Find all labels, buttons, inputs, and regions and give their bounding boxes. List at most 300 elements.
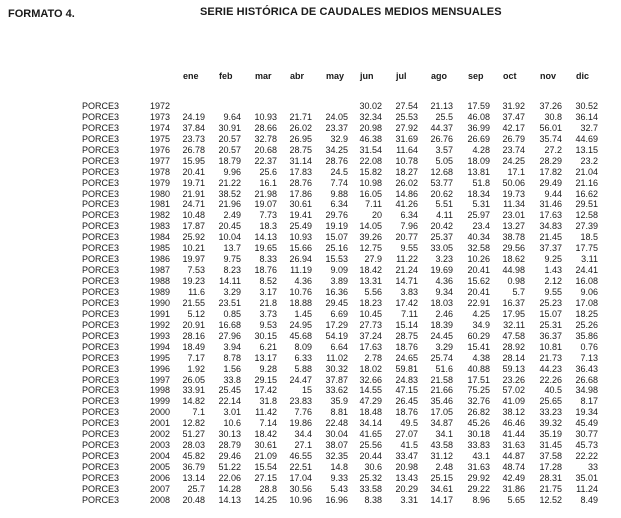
value-cell-sep: 43.1 — [472, 451, 490, 462]
value-cell-mar: 18.76 — [254, 265, 277, 276]
value-cell-oct: 16.37 — [502, 297, 525, 308]
value-cell-nov: 1.43 — [544, 265, 562, 276]
value-cell-jun: 17.63 — [359, 341, 382, 352]
table-row — [0, 210, 621, 221]
year-cell: 1996 — [150, 363, 171, 374]
value-cell-abr: 26.94 — [289, 254, 312, 265]
value-cell-feb: 29.46 — [218, 451, 241, 462]
value-cell-mar: 22.37 — [254, 155, 277, 166]
value-cell-sep: 17.51 — [467, 374, 490, 385]
value-cell-nov: 25.31 — [539, 319, 562, 330]
value-cell-jul: 47.15 — [395, 385, 418, 396]
value-cell-dic: 11.24 — [576, 483, 598, 494]
value-cell-jul: 7.96 — [400, 221, 418, 232]
value-cell-abr: 46.55 — [289, 451, 312, 462]
value-cell-mar: 8.33 — [259, 254, 277, 265]
value-cell-dic: 23.2 — [580, 155, 598, 166]
value-cell-mar: 10.93 — [254, 111, 277, 122]
value-cell-ene: 23.73 — [182, 133, 205, 144]
station-cell: PORCE3 — [82, 276, 120, 287]
value-cell-dic: 7.13 — [580, 352, 598, 363]
station-cell: PORCE3 — [82, 188, 120, 199]
value-cell-sep: 34.9 — [472, 319, 490, 330]
value-cell-oct: 5.7 — [512, 286, 525, 297]
station-cell: PORCE3 — [82, 308, 120, 319]
year-cell: 1981 — [150, 199, 171, 210]
value-cell-sep: 32.58 — [467, 243, 490, 254]
value-cell-ago: 5.05 — [435, 155, 453, 166]
value-cell-oct: 59.13 — [502, 363, 525, 374]
station-cell: PORCE3 — [82, 418, 120, 429]
value-cell-ene: 14.82 — [182, 396, 205, 407]
value-cell-ago: 3.23 — [435, 254, 453, 265]
value-cell-mar: 32.78 — [254, 133, 277, 144]
value-cell-nov: 27.2 — [544, 144, 562, 155]
value-cell-may: 24.05 — [325, 111, 348, 122]
value-cell-nov: 56.01 — [539, 122, 562, 133]
table-row — [0, 167, 621, 178]
table-row — [0, 123, 621, 134]
value-cell-oct: 24.25 — [502, 155, 525, 166]
value-cell-dic: 45.73 — [575, 440, 598, 451]
value-cell-ago: 20.42 — [430, 221, 453, 232]
value-cell-jun: 18.48 — [359, 407, 382, 418]
month-header-jul: jul — [396, 71, 407, 81]
value-cell-abr: 11.19 — [290, 265, 312, 276]
value-cell-abr: 10.96 — [289, 494, 312, 505]
value-cell-feb: 33.8 — [223, 374, 241, 385]
value-cell-ago: 21.58 — [430, 374, 453, 385]
value-cell-mar: 28.66 — [254, 122, 277, 133]
value-cell-jul: 13.43 — [395, 472, 418, 483]
value-cell-ago: 34.87 — [430, 418, 453, 429]
year-cell: 1982 — [150, 210, 171, 221]
value-cell-mar: 21.8 — [259, 297, 277, 308]
value-cell-ene: 7.53 — [187, 265, 205, 276]
value-cell-jun: 14.05 — [359, 221, 382, 232]
value-cell-ago: 44.37 — [430, 122, 453, 133]
value-cell-dic: 35.01 — [575, 472, 598, 483]
value-cell-ene: 20.91 — [182, 319, 205, 330]
station-cell: PORCE3 — [82, 144, 120, 155]
station-cell: PORCE3 — [82, 265, 120, 276]
value-cell-dic: 18.25 — [575, 308, 598, 319]
year-cell: 1977 — [150, 155, 171, 166]
value-cell-feb: 21.22 — [218, 177, 241, 188]
value-cell-sep: 20.41 — [467, 265, 490, 276]
value-cell-mar: 18.3 — [259, 221, 277, 232]
value-cell-feb: 10.04 — [218, 232, 241, 243]
value-cell-abr: 34.4 — [294, 429, 312, 440]
value-cell-nov: 37.58 — [539, 451, 562, 462]
value-cell-abr: 22.51 — [289, 462, 312, 473]
value-cell-mar: 19.07 — [254, 199, 277, 210]
value-cell-nov: 44.23 — [539, 363, 562, 374]
value-cell-nov: 2.12 — [544, 276, 562, 287]
value-cell-jun: 30.6 — [364, 462, 382, 473]
value-cell-may: 30.04 — [325, 429, 348, 440]
year-cell: 1988 — [150, 276, 171, 287]
year-cell: 1978 — [150, 166, 171, 177]
value-cell-nov: 30.8 — [544, 111, 562, 122]
value-cell-abr: 5.88 — [294, 363, 312, 374]
value-cell-jul: 49.5 — [400, 418, 418, 429]
value-cell-sep: 51.8 — [472, 177, 490, 188]
value-cell-dic: 36.43 — [575, 363, 598, 374]
year-cell: 1983 — [150, 221, 171, 232]
value-cell-dic: 17.08 — [575, 297, 598, 308]
value-cell-sep: 20.41 — [467, 286, 490, 297]
value-cell-may: 6.64 — [330, 341, 348, 352]
value-cell-may: 6.34 — [330, 199, 348, 210]
value-cell-dic: 36.14 — [575, 111, 598, 122]
value-cell-mar: 21.09 — [254, 451, 277, 462]
value-cell-jun: 46.38 — [359, 133, 382, 144]
value-cell-ene: 7.1 — [192, 407, 205, 418]
value-cell-oct: 44.87 — [502, 451, 525, 462]
value-cell-dic: 17.75 — [575, 243, 598, 254]
value-cell-sep: 45.26 — [467, 418, 490, 429]
value-cell-ene: 12.82 — [182, 418, 205, 429]
value-cell-dic: 19.34 — [575, 407, 598, 418]
value-cell-abr: 30.56 — [289, 483, 312, 494]
station-cell: PORCE3 — [82, 232, 120, 243]
value-cell-mar: 7.14 — [259, 418, 277, 429]
table-row — [0, 287, 621, 298]
value-cell-mar: 9.53 — [259, 319, 277, 330]
value-cell-abr: 10.93 — [289, 232, 312, 243]
month-header-may: may — [326, 71, 345, 81]
value-cell-jun: 10.45 — [359, 308, 382, 319]
value-cell-may: 5.43 — [330, 483, 348, 494]
value-cell-nov: 17.28 — [539, 462, 562, 473]
value-cell-sep: 25.97 — [467, 210, 490, 221]
station-cell: PORCE3 — [82, 374, 120, 385]
value-cell-mar: 19.65 — [254, 243, 277, 254]
value-cell-abr: 26.95 — [289, 133, 312, 144]
value-cell-feb: 30.13 — [218, 429, 241, 440]
value-cell-may: 29.45 — [325, 297, 348, 308]
value-cell-dic: 34.98 — [575, 385, 598, 396]
year-cell: 2000 — [150, 407, 171, 418]
station-cell: PORCE3 — [82, 407, 120, 418]
station-cell: PORCE3 — [82, 221, 120, 232]
value-cell-jun: 27.73 — [359, 319, 382, 330]
value-cell-jul: 15.14 — [395, 319, 418, 330]
value-cell-nov: 17.63 — [539, 210, 562, 221]
value-cell-nov: 28.31 — [539, 472, 562, 483]
value-cell-jun: 8.38 — [364, 494, 382, 505]
value-cell-oct: 26.79 — [502, 133, 525, 144]
value-cell-may: 15.53 — [325, 254, 348, 265]
value-cell-sep: 33.83 — [467, 440, 490, 451]
table-row — [0, 254, 621, 265]
value-cell-ene: 26.78 — [182, 144, 205, 155]
value-cell-mar: 30.61 — [254, 440, 277, 451]
value-cell-sep: 40.34 — [467, 232, 490, 243]
value-cell-abr: 4.36 — [294, 276, 312, 287]
value-cell-jun: 31.54 — [359, 144, 382, 155]
value-cell-mar: 31.8 — [259, 396, 277, 407]
table-row — [0, 232, 621, 243]
value-cell-jul: 3.83 — [400, 286, 418, 297]
value-cell-sep: 26.69 — [467, 133, 490, 144]
value-cell-ene: 26.05 — [182, 374, 205, 385]
value-cell-jun: 18.42 — [359, 265, 382, 276]
value-cell-feb: 16.68 — [218, 319, 241, 330]
station-cell: PORCE3 — [82, 122, 120, 133]
value-cell-ago: 21.13 — [430, 101, 453, 111]
value-cell-feb: 3.01 — [223, 407, 241, 418]
value-cell-ago: 35.46 — [430, 396, 453, 407]
table-row — [0, 418, 621, 429]
value-cell-feb: 22.06 — [218, 472, 241, 483]
value-cell-jul: 27.54 — [395, 101, 418, 111]
value-cell-ene: 15.95 — [182, 155, 205, 166]
year-cell: 1974 — [150, 122, 171, 133]
value-cell-sep: 75.25 — [467, 385, 490, 396]
value-cell-ene: 25.7 — [187, 483, 205, 494]
month-header-dic: dic — [576, 71, 590, 81]
value-cell-feb: 18.79 — [218, 155, 241, 166]
value-cell-abr: 26.02 — [289, 122, 312, 133]
value-cell-ago: 25.37 — [430, 232, 453, 243]
station-cell: PORCE3 — [82, 297, 120, 308]
value-cell-abr: 15.66 — [289, 243, 312, 254]
table-row — [0, 429, 621, 440]
value-cell-abr: 31.14 — [289, 155, 312, 166]
value-cell-sep: 18.09 — [467, 155, 490, 166]
table-row — [0, 375, 621, 386]
value-cell-mar: 25.6 — [259, 166, 277, 177]
value-cell-ene: 21.55 — [182, 297, 205, 308]
value-cell-ago: 2.48 — [435, 462, 453, 473]
year-cell: 1993 — [150, 330, 171, 341]
table-row — [0, 484, 621, 495]
year-cell: 1998 — [150, 385, 171, 396]
station-cell: PORCE3 — [82, 341, 120, 352]
value-cell-jun: 14.55 — [359, 385, 382, 396]
value-cell-dic: 8.17 — [580, 396, 598, 407]
value-cell-feb: 9.75 — [223, 254, 241, 265]
value-cell-nov: 21.45 — [539, 232, 562, 243]
value-cell-jul: 28.75 — [395, 330, 418, 341]
value-cell-dic: 27.39 — [575, 221, 598, 232]
value-cell-nov: 15.07 — [539, 308, 562, 319]
year-cell: 2007 — [150, 483, 171, 494]
value-cell-oct: 13.27 — [502, 221, 525, 232]
value-cell-mar: 20.68 — [254, 144, 277, 155]
year-cell: 2008 — [150, 494, 171, 505]
value-cell-ene: 33.91 — [182, 385, 205, 396]
value-cell-abr: 6.33 — [294, 352, 312, 363]
table-row — [0, 385, 621, 396]
value-cell-abr: 17.86 — [289, 188, 312, 199]
value-cell-jun: 20.98 — [359, 122, 382, 133]
value-cell-jun: 34.14 — [359, 418, 382, 429]
value-cell-mar: 30.15 — [254, 330, 277, 341]
value-cell-feb: 3.29 — [223, 286, 241, 297]
value-cell-nov: 25.65 — [539, 396, 562, 407]
value-cell-nov: 22.26 — [539, 374, 562, 385]
value-cell-sep: 29.22 — [467, 483, 490, 494]
value-cell-abr: 8.09 — [294, 341, 312, 352]
year-cell: 1991 — [150, 308, 171, 319]
value-cell-abr: 24.47 — [289, 374, 312, 385]
value-cell-sep: 36.99 — [467, 122, 490, 133]
value-cell-jun: 25.56 — [359, 440, 382, 451]
value-cell-sep: 17.59 — [467, 101, 490, 111]
value-cell-oct: 5.65 — [507, 494, 525, 505]
value-cell-oct: 17.1 — [507, 166, 525, 177]
year-cell: 1990 — [150, 297, 171, 308]
value-cell-nov: 9.55 — [544, 286, 562, 297]
value-cell-mar: 13.17 — [254, 352, 277, 363]
value-cell-may: 6.69 — [330, 308, 348, 319]
value-cell-sep: 60.29 — [467, 330, 490, 341]
value-cell-ago: 9.34 — [435, 286, 453, 297]
value-cell-feb: 20.45 — [218, 221, 241, 232]
value-cell-may: 17.29 — [325, 319, 348, 330]
value-cell-ago: 53.77 — [430, 177, 453, 188]
table-row — [0, 353, 621, 364]
value-cell-ago: 43.58 — [430, 440, 453, 451]
value-cell-mar: 3.73 — [259, 308, 277, 319]
value-cell-jul: 20.29 — [395, 483, 418, 494]
value-cell-jun: 39.26 — [359, 232, 382, 243]
value-cell-jul: 18.76 — [395, 341, 418, 352]
value-cell-oct: 17.95 — [502, 308, 525, 319]
value-cell-abr: 17.83 — [289, 166, 312, 177]
station-cell: PORCE3 — [82, 330, 120, 341]
value-cell-ago: 19.69 — [430, 265, 453, 276]
value-cell-oct: 37.47 — [502, 111, 525, 122]
table-row — [0, 364, 621, 375]
station-cell: PORCE3 — [82, 451, 120, 462]
value-cell-dic: 33 — [587, 462, 598, 473]
value-cell-mar: 28.8 — [259, 483, 277, 494]
value-cell-may: 9.09 — [330, 265, 348, 276]
station-cell: PORCE3 — [82, 494, 120, 505]
value-cell-feb: 27.96 — [218, 330, 241, 341]
value-cell-sep: 4.38 — [472, 352, 490, 363]
value-cell-ene: 51.27 — [182, 429, 205, 440]
value-cell-feb: 1.56 — [223, 363, 241, 374]
value-cell-feb: 38.52 — [218, 188, 241, 199]
station-cell: PORCE3 — [82, 243, 120, 254]
value-cell-oct: 29.56 — [502, 243, 525, 254]
month-header-feb: feb — [219, 71, 233, 81]
value-cell-mar: 9.28 — [259, 363, 277, 374]
table-row — [0, 451, 621, 462]
value-cell-nov: 35.19 — [539, 429, 562, 440]
station-cell: PORCE3 — [82, 133, 120, 144]
table-row — [0, 495, 621, 506]
value-cell-ago: 2.46 — [435, 308, 453, 319]
value-cell-oct: 46.46 — [502, 418, 525, 429]
value-cell-feb: 13.7 — [223, 243, 241, 254]
value-cell-dic: 44.69 — [575, 133, 598, 144]
value-cell-dic: 16.08 — [575, 276, 598, 287]
value-cell-abr: 23.83 — [289, 396, 312, 407]
value-cell-jun: 30.02 — [359, 101, 382, 111]
value-cell-ene: 7.17 — [187, 352, 205, 363]
value-cell-may: 16.96 — [325, 494, 348, 505]
value-cell-oct: 38.12 — [502, 407, 525, 418]
value-cell-oct: 23.74 — [502, 144, 525, 155]
value-cell-nov: 12.52 — [539, 494, 562, 505]
value-cell-sep: 22.91 — [467, 297, 490, 308]
value-cell-oct: 31.63 — [502, 440, 525, 451]
value-cell-jul: 21.24 — [395, 265, 418, 276]
value-cell-jun: 7.11 — [365, 199, 382, 210]
station-cell: PORCE3 — [82, 396, 120, 407]
value-cell-jun: 16.05 — [359, 188, 382, 199]
value-cell-oct: 31.86 — [502, 483, 525, 494]
value-cell-oct: 31.92 — [502, 101, 525, 111]
station-cell: PORCE3 — [82, 462, 120, 473]
value-cell-jun: 37.24 — [359, 330, 382, 341]
value-cell-abr: 17.04 — [289, 472, 312, 483]
value-cell-jun: 27.9 — [364, 254, 382, 265]
value-cell-oct: 44.98 — [502, 265, 525, 276]
value-cell-may: 7.74 — [330, 177, 348, 188]
value-cell-oct: 38.78 — [502, 232, 525, 243]
table-row — [0, 221, 621, 232]
value-cell-ago: 26.76 — [430, 133, 453, 144]
table-row — [0, 298, 621, 309]
value-cell-ago: 18.03 — [430, 297, 453, 308]
value-cell-ene: 28.16 — [182, 330, 205, 341]
value-cell-feb: 3.94 — [223, 341, 241, 352]
value-cell-sep: 26.82 — [467, 407, 490, 418]
value-cell-abr: 15 — [301, 385, 312, 396]
value-cell-jun: 2.78 — [364, 352, 382, 363]
station-cell: PORCE3 — [82, 199, 120, 210]
value-cell-ago: 25.74 — [430, 352, 453, 363]
table-row — [0, 101, 621, 112]
value-cell-feb: 20.57 — [218, 133, 241, 144]
station-cell: PORCE3 — [82, 166, 120, 177]
table-row — [0, 189, 621, 200]
value-cell-dic: 29.51 — [575, 199, 598, 210]
value-cell-jun: 20 — [371, 210, 382, 221]
table-row — [0, 199, 621, 210]
value-cell-ago: 31.12 — [430, 451, 453, 462]
table-row — [0, 156, 621, 167]
value-cell-oct: 41.09 — [502, 396, 525, 407]
value-cell-feb: 30.91 — [218, 122, 241, 133]
month-header-sep: sep — [468, 71, 484, 81]
value-cell-feb: 28.79 — [218, 440, 241, 451]
value-cell-mar: 7.73 — [259, 210, 277, 221]
value-cell-may: 38.07 — [325, 440, 348, 451]
value-cell-mar: 18.42 — [254, 429, 277, 440]
value-cell-nov: 40.5 — [544, 385, 562, 396]
station-cell: PORCE3 — [82, 319, 120, 330]
value-cell-may: 34.25 — [325, 144, 348, 155]
value-cell-jun: 32.34 — [359, 111, 382, 122]
value-cell-ago: 34.1 — [435, 429, 453, 440]
year-cell: 1995 — [150, 352, 171, 363]
station-cell: PORCE3 — [82, 429, 120, 440]
value-cell-jul: 3.31 — [400, 494, 418, 505]
value-cell-oct: 50.06 — [502, 177, 525, 188]
month-header-mar: mar — [255, 71, 272, 81]
value-cell-dic: 22.22 — [575, 451, 598, 462]
year-cell: 1989 — [150, 286, 171, 297]
value-cell-jul: 27.92 — [395, 122, 418, 133]
